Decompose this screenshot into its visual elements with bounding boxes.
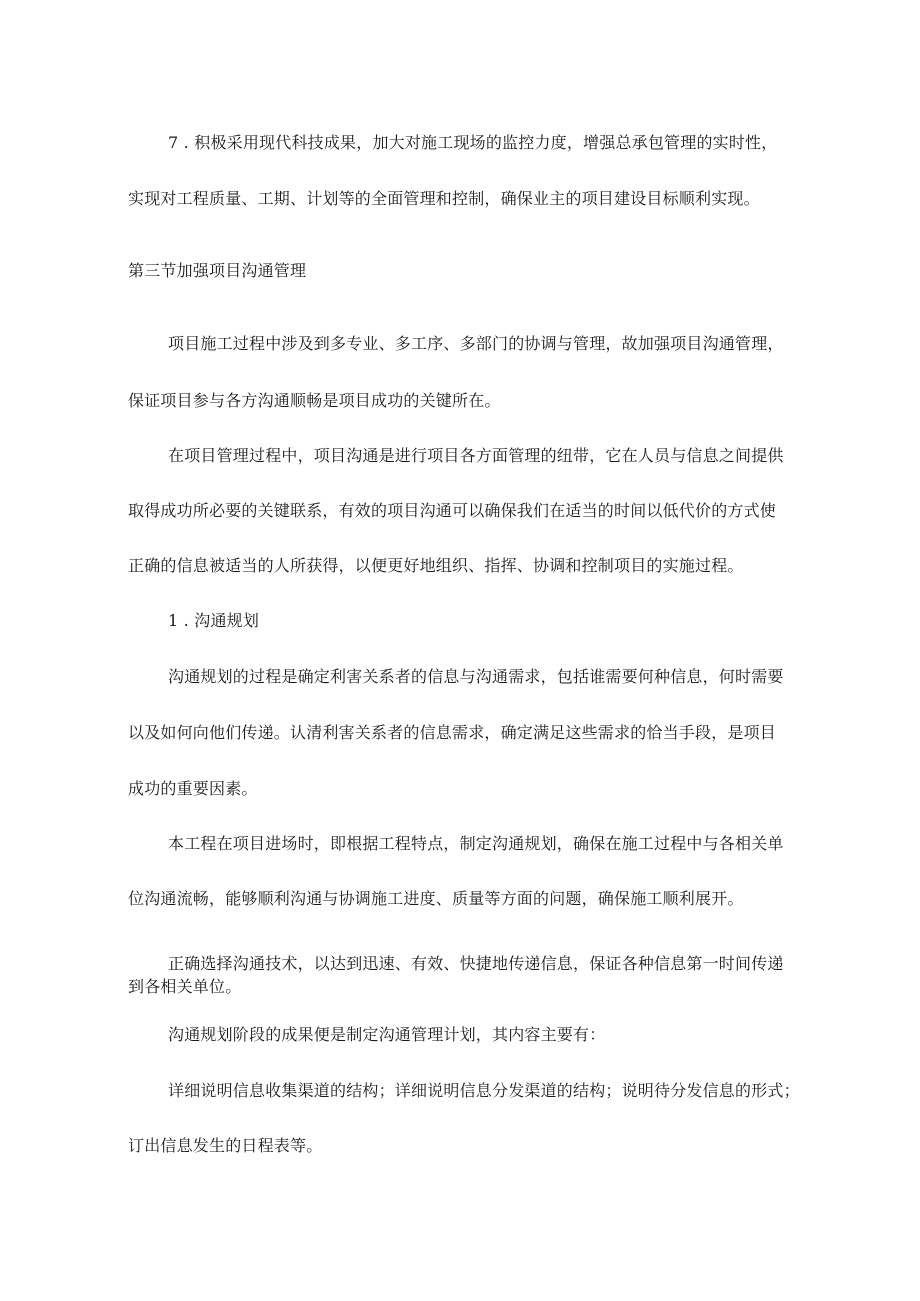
section-heading: 第三节加强项目沟通管理 [128, 261, 307, 280]
paragraph-line: 在项目管理过程中，项目沟通是进行项目各方面管理的纽带，它在人员与信息之间提供 [168, 446, 784, 465]
paragraph-line: 成功的重要因素。 [128, 779, 258, 798]
paragraph-line: 位沟通流畅，能够顺利沟通与协调施工进度、质量等方面的问题，确保施工顺利展开。 [128, 889, 744, 908]
paragraph-line: 正确选择沟通技术，以达到迅速、有效、快捷地传递信息，保证各种信息第一时间传递 [168, 954, 784, 973]
paragraph-line: 项目施工过程中涉及到多专业、多工序、多部门的协调与管理，故加强项目沟通管理， [168, 334, 784, 353]
paragraph-line: 7 . 积极采用现代科技成果，加大对施工现场的监控力度，增强总承包管理的实时性， [168, 133, 778, 152]
paragraph-line: 到各相关单位。 [128, 977, 242, 996]
paragraph-line: 本工程在项目进场时，即根据工程特点，制定沟通规划，确保在施工过程中与各相关单 [168, 834, 784, 853]
subsection-heading: 1 . 沟通规划 [168, 611, 260, 630]
paragraph-line: 实现对工程质量、工期、计划等的全面管理和控制，确保业主的项目建设目标顺利实现。 [128, 189, 760, 208]
paragraph-line: 详细说明信息收集渠道的结构；详细说明信息分发渠道的结构；说明待分发信息的形式； [168, 1081, 800, 1100]
paragraph-line: 保证项目参与各方沟通顺畅是项目成功的关键所在。 [128, 391, 501, 410]
paragraph-line: 沟通规划的过程是确定利害关系者的信息与沟通需求，包括谁需要何种信息，何时需要 [168, 667, 784, 686]
paragraph-line: 订出信息发生的日程表等。 [128, 1136, 323, 1155]
paragraph-line: 沟通规划阶段的成果便是制定沟通管理计划，其内容主要有： [168, 1025, 606, 1044]
paragraph-line: 取得成功所必要的关键联系，有效的项目沟通可以确保我们在适当的时间以低代价的方式使 [128, 501, 777, 520]
paragraph-line: 以及如何向他们传递。认清利害关系者的信息需求，确定满足这些需求的恰当手段，是项目 [128, 723, 777, 742]
paragraph-line: 正确的信息被适当的人所获得，以便更好地组织、指挥、协调和控制项目的实施过程。 [128, 556, 744, 575]
